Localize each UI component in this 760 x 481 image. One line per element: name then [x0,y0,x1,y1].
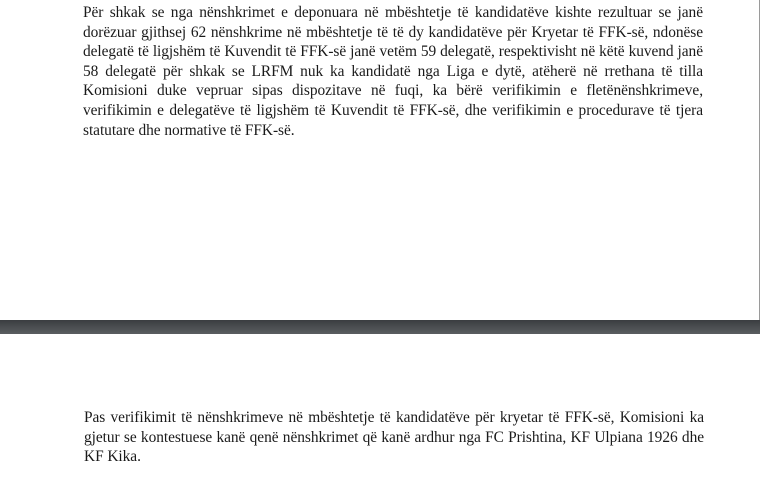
page-1-paragraph: Për shkak se nga nënshkrimet e deponuara në mbështetje të kandidatëve kishte rezultuar se janë dorëzuar gjithsej 62 nënshkrime në mbështetje të të dy kandidatëve për Kryetar të FFK-së, ndonëse delegatë të ligjshëm të Kuvendit të FFK-së janë vetëm 59 delegatë, respektivisht në këtë kuvend janë 58 delegatë për shkak se LRFM nuk ka kandidatë nga Liga e dytë, atëherë në rrethana të tilla Komisioni duke vepruar sipas dispozitave në fuqi, ka bërë verifikimin e fletënënshkrimeve, verifikimin e delegatëve të ligjshëm të Kuvendit të FFK-së, dhe verifikimin e procedurave të tjera statutare dhe normative të FFK-së. [83,4,703,139]
document-page-2 [0,334,760,481]
page-2-paragraph: Pas verifikimit të nënshkrimeve në mbështetje të kandidatëve për kryetar të FFK-së, Komisioni ka gjetur se kontestuese kanë qenë nënshkrimet që kanë ardhur nga FC Prishtina, KF Ulpiana 1926 dhe KF Kika. [84,409,704,466]
page-separator [0,320,760,334]
